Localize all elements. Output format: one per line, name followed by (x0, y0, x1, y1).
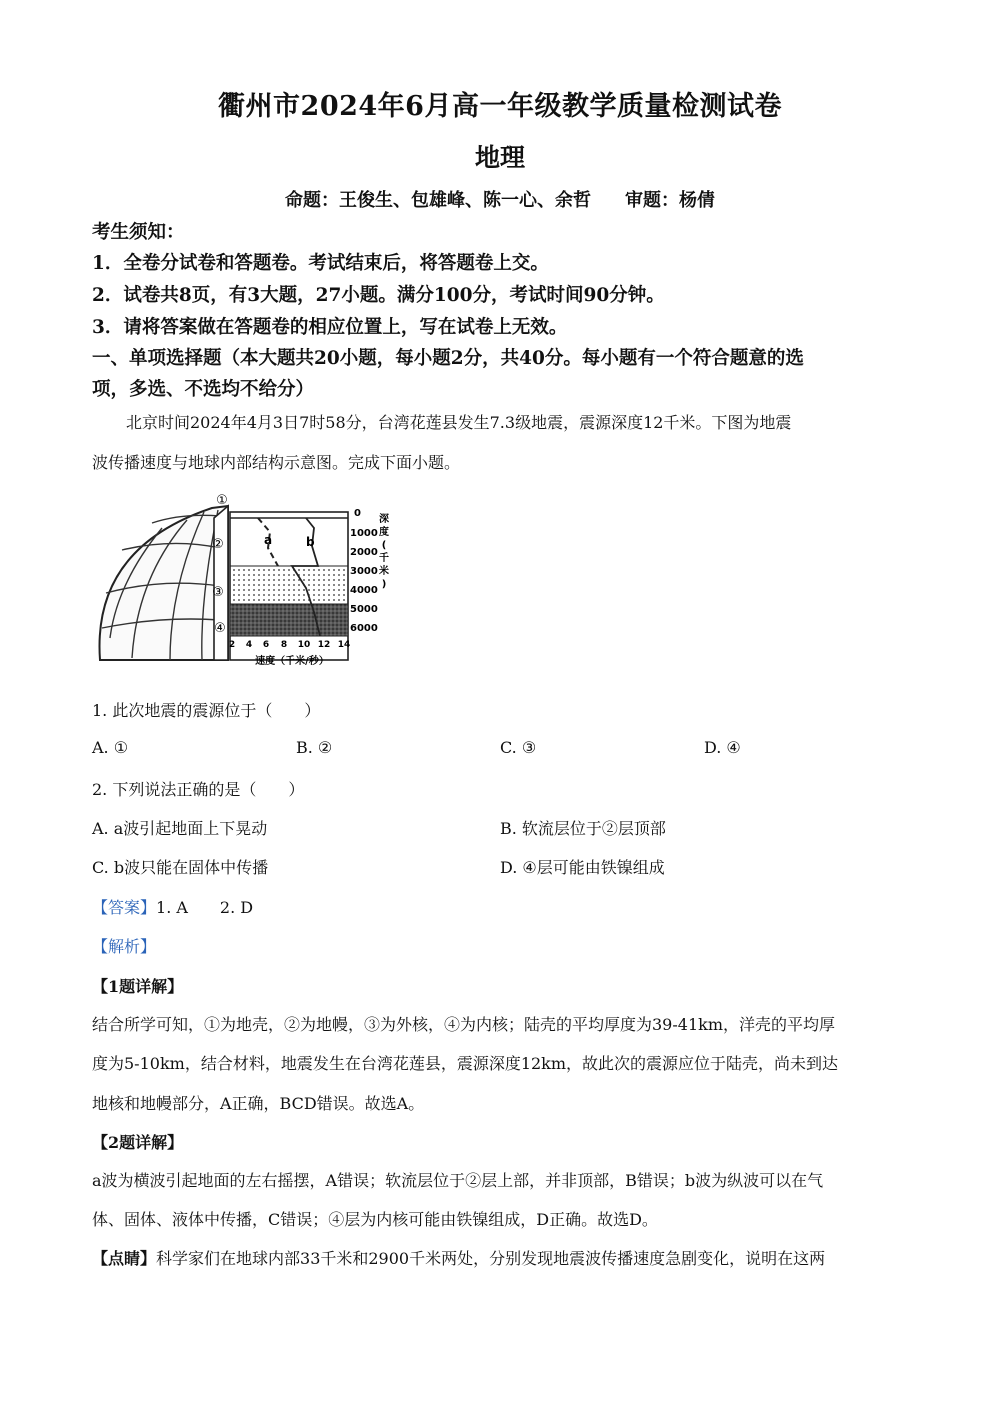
analysis-label: 【解析】 (92, 937, 157, 956)
tip-label: 【点睛】 (92, 1249, 157, 1268)
svg-text:千: 千 (379, 553, 389, 564)
option: A. ① (92, 738, 129, 757)
wave-label-a: a (264, 533, 273, 547)
outer-core-band (230, 566, 348, 604)
notice-item: 3．请将答案做在答题卷的相应位置上，写在试卷上无效。 (92, 317, 568, 338)
analysis-line: 度为5-10km，结合材料，地震发生在台湾花莲县，震源深度12km，故此次的震源应位于陆壳，尚未到达 (92, 1054, 839, 1073)
analysis-line: a波为横波引起地面的左右摇摆，A错误；软流层位于②层上部，并非顶部，B错误；b波为纵波可以在气 (92, 1171, 824, 1190)
tip-text: 科学家们在地球内部33千米和2900千米两处，分别发现地震波传播速度急剧变化，说明在这两 (156, 1249, 826, 1268)
svg-text:(: ( (381, 540, 387, 551)
section-heading: 一、单项选择题（本大题共20小题，每小题2分，共40分。每小题有一个符合题意的选 (92, 348, 804, 369)
layer-marker: ① (216, 493, 228, 508)
depth-tick: 6000 (350, 623, 378, 634)
inner-core-band (230, 604, 348, 636)
earth-structure-figure (92, 488, 392, 673)
speed-axis-label: 速度（千米/秒） (255, 656, 329, 667)
option: C. b波只能在固体中传播 (92, 858, 269, 877)
subject-title: 地理 (474, 143, 525, 172)
answer-label: 【答案】 (92, 898, 157, 917)
speed-tick: 4 (245, 640, 253, 650)
option: D. ④ (704, 738, 741, 757)
speed-tick: 12 (317, 640, 331, 650)
speed-tick: 10 (297, 640, 311, 650)
layer-marker: ④ (214, 621, 226, 636)
passage-line: 波传播速度与地球内部结构示意图。完成下面小题。 (92, 453, 461, 472)
question-stem: 1. 此次地震的震源位于（ ） (92, 701, 321, 720)
layer-marker: ③ (212, 585, 224, 600)
passage-line: 北京时间2024年4月3日7时58分，台湾花莲县发生7.3级地震，震源深度12千米。下图为地震 (126, 413, 792, 432)
option: D. ④层可能由铁镍组成 (500, 858, 665, 877)
q1-detail-heading: 【1题详解】 (92, 977, 184, 996)
depth-tick: 5000 (350, 604, 378, 615)
option: A. a波引起地面上下晃动 (92, 819, 268, 838)
analysis-line: 结合所学可知，①为地壳，②为地幔，③为外核，④为内核；陆壳的平均厚度为39-41km，洋壳的平均厚 (92, 1015, 835, 1034)
depth-tick: 0 (354, 508, 361, 519)
notice-item: 2．试卷共8页，有3大题，27小题。满分100分，考试时间90分钟。 (92, 285, 665, 306)
option: B. ② (296, 738, 333, 757)
analysis-line: 体、固体、液体中传播，C错误；④层为内核可能由铁镍组成，D正确。故选D。 (92, 1210, 658, 1229)
speed-tick: 6 (262, 640, 270, 650)
section-heading-cont: 项，多选、不选均不给分） (92, 379, 315, 400)
question-stem: 2. 下列说法正确的是（ ） (92, 780, 305, 799)
option: C. ③ (500, 738, 537, 757)
answer-line (92, 895, 253, 918)
speed-tick: 14 (337, 640, 351, 650)
authors: 命题：王俊生、包雄峰、陈一心、余哲 (285, 190, 591, 211)
svg-text:): ) (381, 579, 387, 590)
notice-heading: 考生须知： (92, 222, 185, 243)
q2-detail-heading: 【2题详解】 (92, 1133, 184, 1152)
option: B. 软流层位于②层顶部 (500, 819, 666, 838)
svg-text:米: 米 (379, 566, 389, 577)
depth-tick: 4000 (350, 585, 378, 596)
reviewer: 审题：杨倩 (625, 190, 715, 211)
answer-text: 1. A 2. D (156, 898, 254, 917)
svg-text:度: 度 (379, 527, 389, 538)
depth-tick: 1000 (350, 528, 378, 539)
depth-ticks (350, 508, 378, 634)
authors-line (0, 186, 1000, 212)
svg-text:深: 深 (379, 514, 389, 525)
tip-line (92, 1246, 825, 1269)
exam-title: 衢州市2024年6月高一年级教学质量检测试卷 (218, 91, 782, 122)
layer-marker: ② (212, 537, 224, 552)
depth-tick: 3000 (350, 566, 378, 577)
depth-axis-label (378, 512, 389, 590)
speed-tick: 8 (280, 640, 288, 650)
notice-item: 1．全卷分试卷和答题卷。考试结束后，将答题卷上交。 (92, 253, 549, 274)
wave-label-b: b (306, 535, 315, 549)
analysis-line: 地核和地幔部分，A正确，BCD错误。故选A。 (92, 1094, 425, 1113)
speed-tick: 2 (228, 640, 236, 650)
depth-tick: 2000 (350, 547, 378, 558)
